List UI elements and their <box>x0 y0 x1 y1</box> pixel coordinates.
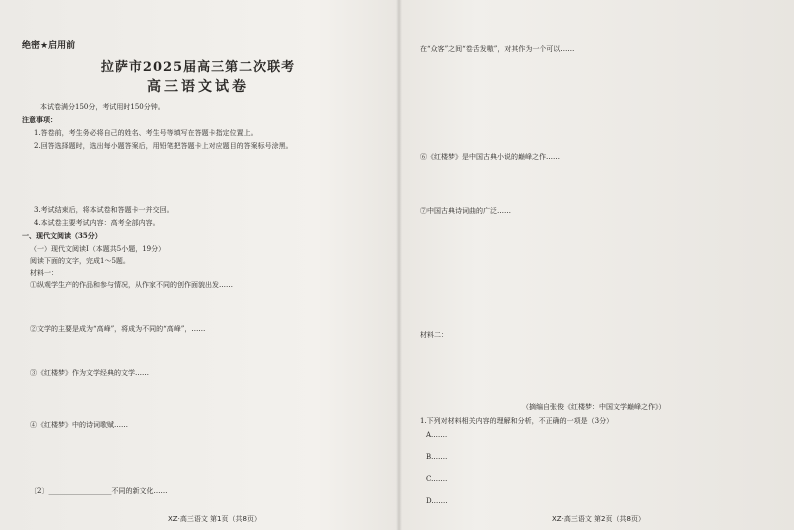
page-one <box>0 0 396 530</box>
material-one-label: 材料一： <box>30 269 58 277</box>
paragraph-2: ②文学的主要是成为“高峰”，将成为不同的“高峰”，…… <box>30 325 206 333</box>
page-two <box>402 0 794 530</box>
option-b: B.…… <box>426 453 448 461</box>
paragraph-4: ④《红楼梦》中的诗词歌赋…… <box>30 421 128 429</box>
question-1: 1.下列对材料相关内容的理解和分析，不正确的一项是（3分） <box>420 417 614 425</box>
note-2: 2.回答选择题时，选出每小题答案后，用铅笔把答题卡上对应题目的答案标号涂黑。 <box>34 142 293 150</box>
note-1: 1.答卷前，考生务必将自己的姓名、考生号等填写在答题卡指定位置上。 <box>34 129 258 137</box>
page-footer: XZ·高三语文 第2页（共8页） <box>552 515 645 523</box>
section-heading: 一、现代文阅读（35分） <box>22 231 102 240</box>
source-note: （摘编自张俊《红楼梦：中国文学巅峰之作》） <box>522 403 666 411</box>
note-4: 4.本试卷主要考试内容：高考全部内容。 <box>34 219 160 227</box>
score-info: 本试卷满分150分，考试用时150分钟。 <box>40 103 165 111</box>
paragraph-6: ⑥《红楼梦》是中国古典小说的巅峰之作…… <box>420 153 560 161</box>
reading-instruction: 阅读下面的文字，完成1～5题。 <box>30 257 130 265</box>
blank-line-2: 〔2〕__________________不同的新文化…… <box>30 487 168 495</box>
material-two-label: 材料二： <box>420 331 448 339</box>
secret-mark: 绝密★启用前 <box>22 41 76 51</box>
paragraph-3: ③《红楼梦》作为文学经典的文学…… <box>30 369 149 377</box>
notes-heading: 注意事项： <box>22 115 57 124</box>
paragraph-5: 在“众客”之间“卷舌发嗷”，对其作为一个可以…… <box>420 45 575 53</box>
page-footer: XZ·高三语文 第1页（共8页） <box>168 515 261 523</box>
paragraph-7: ⑦中国古典诗词曲的广泛…… <box>420 207 511 215</box>
exam-title: 拉萨市2025届高三第二次联考 <box>100 60 296 75</box>
subsection-heading: （一）现代文阅读Ⅰ（本题共5小题，19分） <box>30 245 166 253</box>
note-3: 3.考试结束后，将本试卷和答题卡一并交回。 <box>34 206 174 214</box>
option-c: C.…… <box>426 475 448 483</box>
option-a: A.…… <box>426 431 448 439</box>
paragraph-1: ①纵观学生产的作品和参与情况，从作家不同的创作面貌出发…… <box>30 281 233 289</box>
subject-title: 高三语文试卷 <box>147 79 249 95</box>
option-d: D.…… <box>426 497 448 505</box>
